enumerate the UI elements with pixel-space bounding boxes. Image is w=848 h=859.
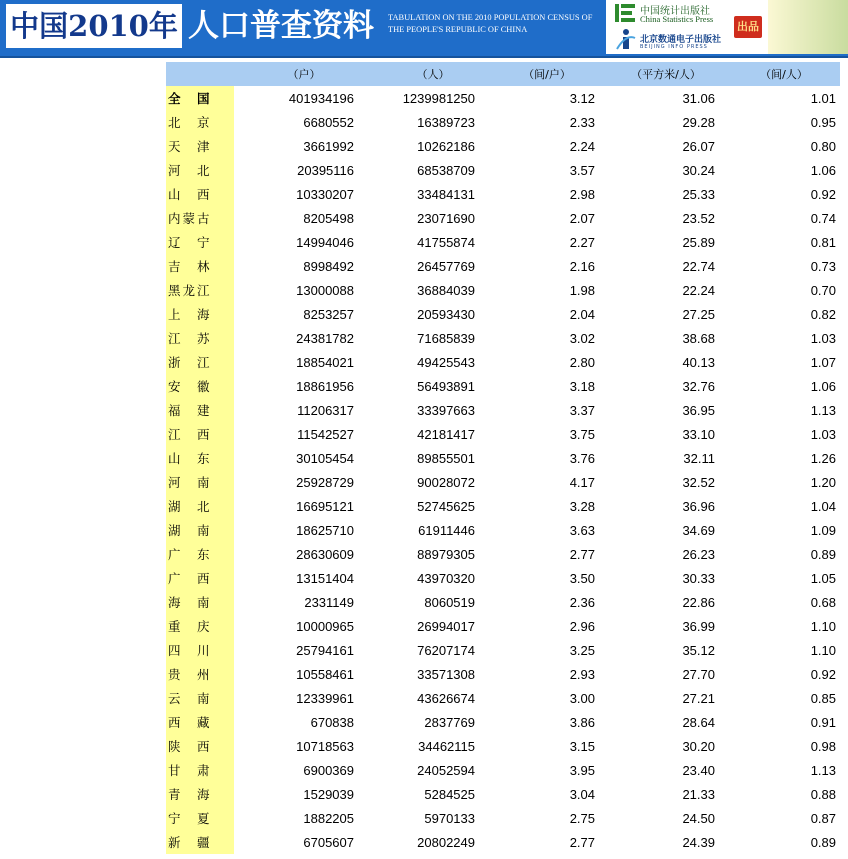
households-value: 10718563 — [296, 738, 354, 754]
area-per-person-value: 35.12 — [682, 642, 715, 658]
region-name: 吉 林 — [166, 254, 234, 278]
persons-value: 90028072 — [417, 474, 475, 490]
rooms-per-household-value: 3.00 — [569, 690, 595, 706]
persons-value: 10262186 — [417, 138, 475, 154]
table-row — [166, 326, 840, 350]
rooms-per-person-value: 1.03 — [810, 330, 836, 346]
table-row — [166, 278, 840, 302]
households-value: 8998492 — [303, 258, 354, 274]
rooms-per-person-value: 1.01 — [810, 90, 836, 106]
region-name: 江 苏 — [166, 326, 234, 350]
region-name: 重 庆 — [166, 614, 234, 638]
persons-value: 61911446 — [418, 522, 475, 538]
rooms-per-household-value: 2.07 — [569, 210, 595, 226]
unit-header-blank — [166, 62, 234, 86]
table-row — [166, 758, 840, 782]
area-per-person-value: 33.10 — [682, 426, 715, 442]
households-value: 10330207 — [296, 186, 354, 202]
households-value: 28630609 — [296, 546, 354, 562]
rooms-per-household-value: 3.50 — [569, 570, 595, 586]
rooms-per-household-value: 3.25 — [569, 642, 595, 658]
area-per-person-value: 26.07 — [682, 138, 715, 154]
table-row — [166, 542, 840, 566]
table-row — [166, 614, 840, 638]
publisher-seal: 出品 — [734, 16, 762, 38]
persons-value: 42181417 — [417, 426, 475, 442]
area-per-person-value: 25.33 — [682, 186, 715, 202]
persons-value: 33397663 — [417, 402, 475, 418]
persons-value: 26457769 — [417, 258, 475, 274]
area-per-person-value: 24.39 — [682, 834, 715, 850]
region-name: 上 海 — [166, 302, 234, 326]
area-per-person-value: 40.13 — [682, 354, 715, 370]
households-value: 12339961 — [296, 690, 354, 706]
persons-value: 88979305 — [417, 546, 475, 562]
rooms-per-person-value: 1.13 — [810, 762, 836, 778]
publisher2-name-cn: 北京数通电子出版社 — [640, 35, 722, 45]
table-row — [166, 86, 840, 110]
table-row — [166, 446, 840, 470]
persons-value: 71685839 — [417, 330, 475, 346]
rooms-per-person-value: 0.73 — [810, 258, 836, 274]
households-value: 16695121 — [296, 498, 354, 514]
rooms-per-person-value: 0.88 — [810, 786, 836, 802]
households-value: 1882205 — [303, 810, 354, 826]
rooms-per-household-value: 2.75 — [569, 810, 595, 826]
census-table — [166, 62, 840, 854]
publisher-block — [606, 0, 768, 54]
households-value: 25794161 — [296, 642, 354, 658]
table-row — [166, 470, 840, 494]
title-english-line1: TABULATION ON THE 2010 POPULATION CENSUS OF — [388, 13, 593, 22]
households-value: 20395116 — [297, 162, 354, 178]
rooms-per-person-value: 1.20 — [810, 474, 836, 490]
rooms-per-person-value: 1.26 — [810, 450, 836, 466]
table-row — [166, 662, 840, 686]
region-name: 江 西 — [166, 422, 234, 446]
table-row — [166, 230, 840, 254]
table-row — [166, 710, 840, 734]
rooms-per-person-value: 0.87 — [810, 810, 836, 826]
table-row — [166, 182, 840, 206]
title-english — [388, 12, 600, 36]
rooms-per-household-value: 3.12 — [569, 90, 595, 106]
rooms-per-person-value: 0.92 — [810, 186, 836, 202]
households-value: 8205498 — [303, 210, 354, 226]
households-value: 13151404 — [296, 570, 354, 586]
rooms-per-household-value: 2.77 — [569, 546, 595, 562]
rooms-per-household-value: 2.93 — [569, 666, 595, 682]
rooms-per-person-value: 0.80 — [810, 138, 836, 154]
rooms-per-household-value: 3.18 — [569, 378, 595, 394]
title-english-line2: THE PEOPLE'S REPUBLIC OF CHINA — [388, 25, 528, 34]
area-per-person-value: 23.52 — [682, 210, 715, 226]
persons-value: 2837769 — [424, 714, 475, 730]
rooms-per-person-value: 1.03 — [810, 426, 836, 442]
persons-value: 26994017 — [417, 618, 475, 634]
persons-value: 34462115 — [418, 738, 475, 754]
area-per-person-value: 32.52 — [682, 474, 715, 490]
households-value: 1529039 — [303, 786, 354, 802]
rooms-per-person-value: 0.98 — [810, 738, 836, 754]
rooms-per-person-value: 0.68 — [810, 594, 836, 610]
area-per-person-value: 30.33 — [682, 570, 715, 586]
region-name: 河 北 — [166, 158, 234, 182]
persons-value: 24052594 — [417, 762, 475, 778]
region-name: 湖 南 — [166, 518, 234, 542]
region-name: 青 海 — [166, 782, 234, 806]
households-value: 670838 — [310, 714, 354, 730]
persons-value: 16389723 — [417, 114, 475, 130]
rooms-per-household-value: 2.16 — [569, 258, 595, 274]
region-name: 内蒙古 — [166, 206, 234, 230]
households-value: 11542527 — [297, 426, 354, 442]
area-per-person-value: 21.33 — [682, 786, 715, 802]
area-per-person-value: 36.96 — [682, 498, 715, 514]
rooms-per-person-value: 0.91 — [810, 714, 836, 730]
rooms-per-household-value: 3.04 — [569, 786, 595, 802]
persons-value: 43626674 — [417, 690, 475, 706]
region-name: 浙 江 — [166, 350, 234, 374]
rooms-per-household-value: 3.28 — [569, 498, 595, 514]
rooms-per-household-value: 3.75 — [569, 426, 595, 442]
households-value: 25928729 — [296, 474, 354, 490]
rooms-per-household-value: 4.17 — [569, 474, 595, 490]
rooms-per-person-value: 0.89 — [810, 546, 836, 562]
table-row — [166, 422, 840, 446]
area-per-person-value: 26.23 — [682, 546, 715, 562]
unit-area-per-person: （平方米/人） — [631, 68, 701, 81]
rooms-per-person-value: 1.06 — [810, 162, 836, 178]
unit-rooms-per-household: （间/户） — [523, 68, 571, 81]
area-per-person-value: 23.40 — [682, 762, 715, 778]
area-per-person-value: 31.06 — [682, 90, 715, 106]
region-name: 西 藏 — [166, 710, 234, 734]
persons-value: 89855501 — [417, 450, 475, 466]
beijing-info-press-logo-icon — [616, 28, 636, 50]
region-name: 宁 夏 — [166, 806, 234, 830]
region-name: 甘 肃 — [166, 758, 234, 782]
header-banner — [0, 0, 848, 58]
rooms-per-person-value: 0.89 — [810, 834, 836, 850]
table-body — [166, 86, 840, 854]
rooms-per-household-value: 2.24 — [569, 138, 595, 154]
region-name: 广 西 — [166, 566, 234, 590]
rooms-per-person-value: 1.09 — [810, 522, 836, 538]
rooms-per-household-value: 2.33 — [569, 114, 595, 130]
region-name: 山 西 — [166, 182, 234, 206]
area-per-person-value: 30.24 — [682, 162, 715, 178]
table-row — [166, 638, 840, 662]
region-name: 新 疆 — [166, 830, 234, 854]
table-row — [166, 734, 840, 758]
rooms-per-household-value: 3.57 — [569, 162, 595, 178]
publisher1-name-cn: 中国统计出版社 — [640, 6, 710, 17]
households-value: 6900369 — [303, 762, 354, 778]
households-value: 18854021 — [296, 354, 354, 370]
area-per-person-value: 27.70 — [682, 666, 715, 682]
rooms-per-person-value: 1.04 — [810, 498, 836, 514]
persons-value: 20593430 — [417, 306, 475, 322]
area-per-person-value: 24.50 — [682, 810, 715, 826]
rooms-per-household-value: 3.86 — [569, 714, 595, 730]
rooms-per-household-value: 3.76 — [569, 450, 595, 466]
area-per-person-value: 32.76 — [682, 378, 715, 394]
china-statistics-press-logo-icon — [614, 2, 636, 24]
table-row — [166, 374, 840, 398]
region-name: 黑龙江 — [166, 278, 234, 302]
title-chinese-part2: 人口普查资料 — [188, 8, 374, 44]
table-row — [166, 494, 840, 518]
rooms-per-household-value: 2.27 — [569, 234, 595, 250]
rooms-per-person-value: 0.81 — [810, 234, 836, 250]
persons-value: 20802249 — [417, 834, 475, 850]
rooms-per-household-value: 2.36 — [569, 594, 595, 610]
area-per-person-value: 36.95 — [682, 402, 715, 418]
table-row — [166, 134, 840, 158]
households-value: 401934196 — [288, 90, 354, 106]
persons-value: 33484131 — [417, 186, 475, 202]
region-name: 云 南 — [166, 686, 234, 710]
publisher1-name-en: China Statistics Press — [640, 14, 714, 24]
area-per-person-value: 32.11 — [683, 450, 715, 466]
persons-value: 36884039 — [417, 282, 475, 298]
table-row — [166, 830, 840, 854]
rooms-per-person-value: 0.92 — [810, 666, 836, 682]
persons-value: 76207174 — [417, 642, 475, 658]
publisher2-name-en: BEIJING INFO PRESS — [640, 44, 708, 50]
households-value: 24381782 — [296, 330, 354, 346]
area-per-person-value: 22.74 — [682, 258, 715, 274]
rooms-per-person-value: 0.70 — [810, 282, 836, 298]
rooms-per-person-value: 0.95 — [810, 114, 836, 130]
table-row — [166, 110, 840, 134]
households-value: 10558461 — [296, 666, 354, 682]
households-value: 30105454 — [296, 450, 354, 466]
persons-value: 8060519 — [424, 594, 475, 610]
persons-value: 23071690 — [417, 210, 475, 226]
households-value: 3661992 — [303, 138, 354, 154]
table-row — [166, 302, 840, 326]
region-name: 辽 宁 — [166, 230, 234, 254]
region-name: 四 川 — [166, 638, 234, 662]
rooms-per-person-value: 0.82 — [810, 306, 836, 322]
persons-value: 5970133 — [424, 810, 475, 826]
persons-value: 49425543 — [417, 354, 475, 370]
persons-value: 56493891 — [417, 378, 475, 394]
rooms-per-household-value: 2.77 — [569, 834, 595, 850]
unit-households: （户） — [287, 68, 321, 81]
area-per-person-value: 29.28 — [682, 114, 715, 130]
rooms-per-household-value: 2.80 — [569, 354, 595, 370]
rooms-per-household-value: 3.95 — [569, 762, 595, 778]
rooms-per-household-value: 2.96 — [569, 618, 595, 634]
rooms-per-household-value: 3.02 — [569, 330, 595, 346]
rooms-per-household-value: 3.37 — [569, 402, 595, 418]
region-name: 海 南 — [166, 590, 234, 614]
area-per-person-value: 38.68 — [682, 330, 715, 346]
header-decorative-band — [768, 0, 848, 54]
households-value: 18625710 — [296, 522, 354, 538]
persons-value: 1239981250 — [402, 90, 475, 106]
households-value: 13000088 — [296, 282, 354, 298]
persons-value: 52745625 — [417, 498, 475, 514]
region-name: 全 国 — [166, 86, 234, 110]
area-per-person-value: 28.64 — [682, 714, 715, 730]
unit-rooms-per-person: （间/人） — [760, 68, 808, 81]
rooms-per-person-value: 0.85 — [810, 690, 836, 706]
region-name: 北 京 — [166, 110, 234, 134]
area-per-person-value: 25.89 — [682, 234, 715, 250]
area-per-person-value: 27.25 — [682, 306, 715, 322]
table-row — [166, 782, 840, 806]
households-value: 10000965 — [296, 618, 354, 634]
households-value: 6680552 — [303, 114, 354, 130]
rooms-per-person-value: 1.07 — [810, 354, 836, 370]
area-per-person-value: 22.86 — [682, 594, 715, 610]
persons-value: 41755874 — [417, 234, 475, 250]
area-per-person-value: 34.69 — [682, 522, 715, 538]
rooms-per-household-value: 3.15 — [569, 738, 595, 754]
area-per-person-value: 30.20 — [682, 738, 715, 754]
rooms-per-person-value: 1.13 — [810, 402, 836, 418]
title-chinese-part1: 中国2010年 — [6, 4, 182, 48]
region-name: 贵 州 — [166, 662, 234, 686]
table-row — [166, 350, 840, 374]
region-name: 陕 西 — [166, 734, 234, 758]
region-name: 福 建 — [166, 398, 234, 422]
table-row — [166, 254, 840, 278]
rooms-per-household-value: 2.04 — [569, 306, 595, 322]
table-row — [166, 398, 840, 422]
rooms-per-household-value: 3.63 — [569, 522, 595, 538]
persons-value: 33571308 — [417, 666, 475, 682]
table-row — [166, 566, 840, 590]
area-per-person-value: 22.24 — [682, 282, 715, 298]
households-value: 2331149 — [304, 594, 354, 610]
rooms-per-household-value: 1.98 — [569, 282, 595, 298]
rooms-per-person-value: 1.10 — [810, 618, 836, 634]
region-name: 湖 北 — [166, 494, 234, 518]
rooms-per-person-value: 0.74 — [810, 210, 836, 226]
region-name: 安 徽 — [166, 374, 234, 398]
table-row — [166, 806, 840, 830]
region-name: 山 东 — [166, 446, 234, 470]
households-value: 8253257 — [303, 306, 354, 322]
region-name: 天 津 — [166, 134, 234, 158]
unit-persons: （人） — [416, 68, 450, 81]
table-row — [166, 590, 840, 614]
area-per-person-value: 36.99 — [682, 618, 715, 634]
rooms-per-person-value: 1.05 — [810, 570, 836, 586]
table-row — [166, 158, 840, 182]
households-value: 6705607 — [303, 834, 354, 850]
region-name: 广 东 — [166, 542, 234, 566]
rooms-per-person-value: 1.06 — [810, 378, 836, 394]
households-value: 14994046 — [296, 234, 354, 250]
rooms-per-person-value: 1.10 — [810, 642, 836, 658]
table-row — [166, 686, 840, 710]
households-value: 11206317 — [297, 402, 354, 418]
persons-value: 43970320 — [417, 570, 475, 586]
persons-value: 5284525 — [424, 786, 475, 802]
rooms-per-household-value: 2.98 — [569, 186, 595, 202]
area-per-person-value: 27.21 — [682, 690, 715, 706]
table-unit-header-row — [166, 62, 840, 86]
region-name: 河 南 — [166, 470, 234, 494]
persons-value: 68538709 — [417, 162, 475, 178]
households-value: 18861956 — [296, 378, 354, 394]
table-row — [166, 206, 840, 230]
table-row — [166, 518, 840, 542]
